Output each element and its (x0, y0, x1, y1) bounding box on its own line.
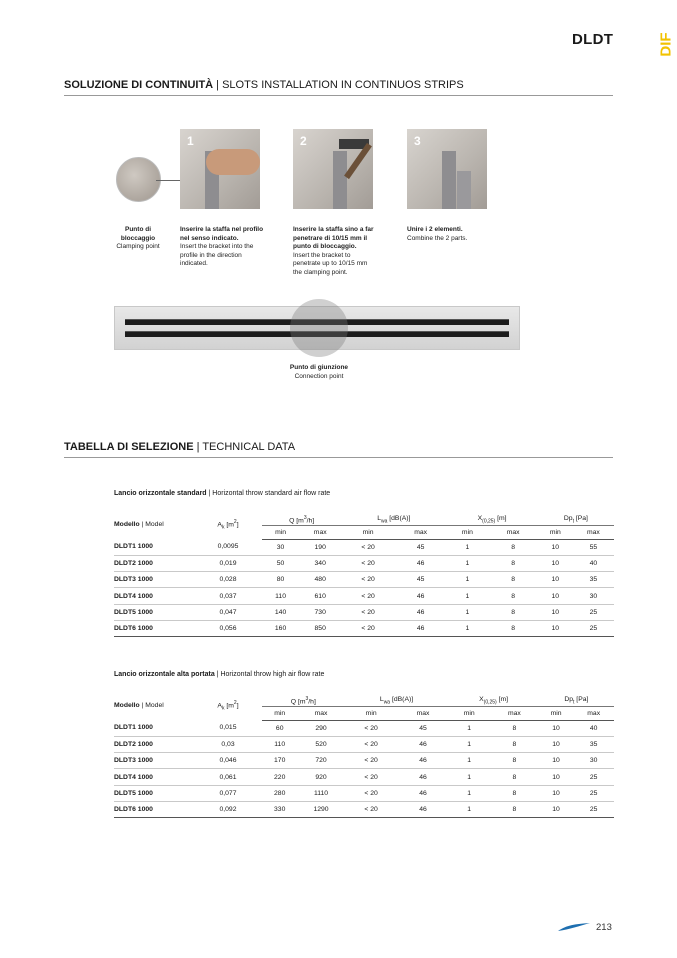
cell-qmin: 110 (262, 736, 297, 752)
col-lwa: $L_{wa}$ [dB(A)] (345, 691, 449, 706)
cell-ak: 0,061 (194, 769, 262, 785)
table-row (114, 572, 614, 588)
cell-lmax: 46 (398, 736, 449, 752)
section-divider (64, 95, 613, 96)
step-3-caption: Unire i 2 elementi. Combine the 2 parts. (407, 226, 468, 242)
cell-xmax: 8 (488, 539, 537, 555)
cell-ak: 0,015 (194, 720, 262, 736)
col-x: $X_{(0,25)}$ [m] (448, 691, 538, 706)
col-q: Q $[m^3/h]$ (262, 691, 345, 706)
cell-qmin: 60 (262, 720, 297, 736)
table-row (114, 620, 614, 636)
cell-model: DLDT5 1000 (114, 604, 194, 620)
cell-dmin: 10 (539, 753, 574, 769)
step-1-caption: Inserire la staffa nel profilo nel senso indicato. Insert the bracket into the profile in the direction indicated. (180, 226, 264, 267)
cell-lmin: < 20 (341, 539, 395, 555)
table-row (114, 736, 614, 752)
section-divider (64, 457, 613, 458)
cell-dmax: 35 (573, 572, 614, 588)
cell-dmax: 25 (573, 769, 614, 785)
cell-lmin: < 20 (341, 555, 395, 571)
cell-qmin: 30 (262, 539, 299, 555)
cell-model: DLDT1 1000 (114, 539, 194, 555)
cell-dmin: 10 (539, 801, 574, 817)
cell-qmax: 520 (297, 736, 344, 752)
table-row (114, 769, 614, 785)
cell-xmin: 1 (446, 588, 488, 604)
cell-dmax: 30 (573, 753, 614, 769)
cell-dmax: 40 (573, 555, 614, 571)
standard-flow-table: Modello | Model $A_k$ $[m^2]$ Q $[m^3/h]$ $L_{wa}$ [dB(A)] $X_{(0,25)}$ [m] $Dp_t$ [Pa] min max min max min max min max DLDT1 1000 0,0095 30 190 < 20 45 1 8 10 55 DLDT2 1000 0,019 50 340 < 20 46 1 8 10 40 DLDT3 1000 0,028 80 480 < 20 45 1 8 10 35 DLDT4 1000 0,037 110 610 < 20 46 1 8 10 30 DLDT5 1000 0,047 140 730 < 20 46 1 8 10 25 DLDT6 1000 0,056 160 850 < 20 46 1 8 10 25 (114, 510, 614, 637)
col-ak: $A_k$ $[m^2]$ (217, 518, 239, 531)
cell-xmax: 8 (490, 769, 539, 785)
cell-lmax: 45 (398, 720, 449, 736)
cell-lmax: 45 (395, 539, 446, 555)
cell-ak: 0,019 (194, 555, 262, 571)
table2-label: Lancio orizzontale alta portata | Horizontal throw high air flow rate (114, 671, 325, 678)
col-model: Modello | Model (114, 521, 164, 528)
table-row (114, 539, 614, 555)
table-row (114, 753, 614, 769)
cell-ak: 0,0095 (194, 539, 262, 555)
category-label: DIF (657, 32, 675, 57)
cell-lmin: < 20 (345, 720, 398, 736)
clamping-point-caption: Punto di bloccaggio Clamping point (116, 226, 160, 250)
cell-lmax: 46 (395, 620, 446, 636)
cell-qmax: 920 (297, 769, 344, 785)
installation-section-title: SOLUZIONE DI CONTINUITÀ | SLOTS INSTALLATION IN CONTINUOS STRIPS (64, 79, 464, 91)
cell-xmin: 1 (448, 769, 490, 785)
cell-xmax: 8 (488, 588, 537, 604)
cell-lmax: 46 (395, 604, 446, 620)
cell-model: DLDT4 1000 (114, 588, 194, 604)
cell-lmax: 46 (398, 785, 449, 801)
cell-xmin: 1 (446, 572, 488, 588)
cell-dmin: 10 (539, 736, 574, 752)
cell-qmax: 480 (299, 572, 341, 588)
cell-dmax: 40 (573, 720, 614, 736)
cell-lmin: < 20 (341, 604, 395, 620)
cell-dmin: 10 (538, 604, 573, 620)
col-q: Q $[m^3/h]$ (262, 510, 341, 525)
high-flow-table: Modello | Model $A_k$ $[m^2]$ Q $[m^3/h]$ $L_{wa}$ [dB(A)] $X_{(0,25)}$ [m] $Dp_t$ [Pa] min max min max min max min max DLDT1 1000 0,015 60 290 < 20 45 1 8 10 40 DLDT2 1000 0,03 110 520 < 20 46 1 8 10 35 DLDT3 1000 0,046 170 720 < 20 46 1 8 10 30 DLDT4 1000 0,061 220 920 < 20 46 1 8 10 25 DLDT5 1000 0,077 280 1110 < 20 46 1 8 10 25 DLDT6 1000 0,092 330 1290 < 20 46 1 8 10 25 (114, 691, 614, 818)
cell-xmin: 1 (446, 555, 488, 571)
connection-point-highlight (290, 299, 348, 357)
cell-dmax: 55 (573, 539, 614, 555)
cell-qmin: 220 (262, 769, 297, 785)
cell-xmax: 8 (488, 604, 537, 620)
cell-dmin: 10 (538, 588, 573, 604)
col-dp: $Dp_t$ [Pa] (539, 691, 614, 706)
cell-qmin: 170 (262, 753, 297, 769)
cell-dmin: 10 (539, 720, 574, 736)
cell-xmax: 8 (488, 555, 537, 571)
col-lwa: $L_{wa}$ [dB(A)] (341, 510, 446, 525)
cell-lmax: 46 (395, 555, 446, 571)
cell-dmin: 10 (539, 769, 574, 785)
cell-lmin: < 20 (345, 753, 398, 769)
cell-xmin: 1 (448, 720, 490, 736)
connection-point-caption: Punto di giunzione Connection point (289, 364, 349, 380)
cell-xmax: 8 (490, 736, 539, 752)
cell-ak: 0,077 (194, 785, 262, 801)
cell-xmin: 1 (448, 801, 490, 817)
cell-lmin: < 20 (345, 736, 398, 752)
table-row (114, 720, 614, 736)
product-code: DLDT (572, 31, 614, 48)
cell-model: DLDT4 1000 (114, 769, 194, 785)
cell-qmax: 720 (297, 753, 344, 769)
clamping-point-photo (116, 157, 161, 202)
col-model: Modello | Model (114, 702, 164, 709)
cell-dmax: 25 (573, 620, 614, 636)
cell-xmax: 8 (488, 620, 537, 636)
cell-ak: 0,092 (194, 801, 262, 817)
cell-dmax: 25 (573, 801, 614, 817)
col-ak: $A_k$ $[m^2]$ (217, 699, 239, 712)
cell-lmax: 45 (395, 572, 446, 588)
technical-data-section-title: TABELLA DI SELEZIONE | TECHNICAL DATA (64, 441, 296, 453)
cell-qmax: 1110 (297, 785, 344, 801)
cell-dmax: 25 (573, 604, 614, 620)
cell-model: DLDT6 1000 (114, 801, 194, 817)
table-row (114, 588, 614, 604)
cell-lmin: < 20 (341, 620, 395, 636)
cell-ak: 0,046 (194, 753, 262, 769)
cell-qmin: 110 (262, 588, 299, 604)
table-row (114, 604, 614, 620)
cell-dmin: 10 (538, 620, 573, 636)
cell-dmax: 25 (573, 785, 614, 801)
cell-xmax: 8 (490, 785, 539, 801)
cell-model: DLDT5 1000 (114, 785, 194, 801)
cell-xmin: 1 (446, 604, 488, 620)
cell-model: DLDT1 1000 (114, 720, 194, 736)
cell-lmin: < 20 (341, 572, 395, 588)
cell-xmin: 1 (448, 785, 490, 801)
cell-qmax: 340 (299, 555, 341, 571)
cell-xmax: 8 (490, 801, 539, 817)
step-2-photo (293, 129, 373, 209)
cell-xmin: 1 (446, 620, 488, 636)
step-2-caption: Inserire la staffa sino a far penetrare di 10/15 mm il punto di bloccaggio. Insert the bracket to penetrate up to 10/15 mm the clamping point. (293, 226, 374, 276)
page-number: 213 (596, 922, 612, 933)
cell-qmin: 50 (262, 555, 299, 571)
step-number: 3 (414, 134, 421, 148)
cell-lmax: 46 (395, 588, 446, 604)
cell-lmax: 46 (398, 801, 449, 817)
cell-qmin: 140 (262, 604, 299, 620)
cell-dmin: 10 (538, 539, 573, 555)
cell-ak: 0,047 (194, 604, 262, 620)
cell-model: DLDT3 1000 (114, 572, 194, 588)
cell-model: DLDT6 1000 (114, 620, 194, 636)
cell-dmin: 10 (539, 785, 574, 801)
table-row (114, 801, 614, 817)
cell-lmin: < 20 (345, 769, 398, 785)
table1-label: Lancio orizzontale standard | Horizontal throw standard air flow rate (114, 490, 331, 497)
cell-lmax: 46 (398, 753, 449, 769)
step-1-photo (180, 129, 260, 209)
cell-lmin: < 20 (345, 801, 398, 817)
cell-xmax: 8 (490, 720, 539, 736)
cell-lmax: 46 (398, 769, 449, 785)
cell-qmin: 80 (262, 572, 299, 588)
brand-logo-icon (557, 921, 591, 933)
cell-model: DLDT2 1000 (114, 736, 194, 752)
cell-ak: 0,03 (194, 736, 262, 752)
cell-qmax: 1290 (297, 801, 344, 817)
step-3-photo (407, 129, 487, 209)
table-row (114, 555, 614, 571)
col-dp: $Dp_t$ [Pa] (538, 510, 614, 525)
step-number: 2 (300, 134, 307, 148)
cell-model: DLDT2 1000 (114, 555, 194, 571)
cell-qmax: 730 (299, 604, 341, 620)
step-number: 1 (187, 134, 194, 148)
cell-qmin: 330 (262, 801, 297, 817)
cell-ak: 0,037 (194, 588, 262, 604)
cell-qmax: 850 (299, 620, 341, 636)
cell-dmin: 10 (538, 555, 573, 571)
cell-qmin: 280 (262, 785, 297, 801)
cell-dmax: 35 (573, 736, 614, 752)
cell-dmax: 30 (573, 588, 614, 604)
cell-lmin: < 20 (341, 588, 395, 604)
cell-ak: 0,056 (194, 620, 262, 636)
cell-dmin: 10 (538, 572, 573, 588)
cell-ak: 0,028 (194, 572, 262, 588)
cell-xmin: 1 (448, 753, 490, 769)
cell-qmax: 190 (299, 539, 341, 555)
table-row (114, 785, 614, 801)
cell-lmin: < 20 (345, 785, 398, 801)
cell-xmin: 1 (448, 736, 490, 752)
col-x: $X_{(0,25)}$ [m] (446, 510, 537, 525)
cell-xmax: 8 (490, 753, 539, 769)
category-side-tab (649, 0, 677, 80)
cell-qmin: 160 (262, 620, 299, 636)
cell-model: DLDT3 1000 (114, 753, 194, 769)
cell-qmax: 290 (297, 720, 344, 736)
cell-xmin: 1 (446, 539, 488, 555)
cell-xmax: 8 (488, 572, 537, 588)
cell-qmax: 610 (299, 588, 341, 604)
